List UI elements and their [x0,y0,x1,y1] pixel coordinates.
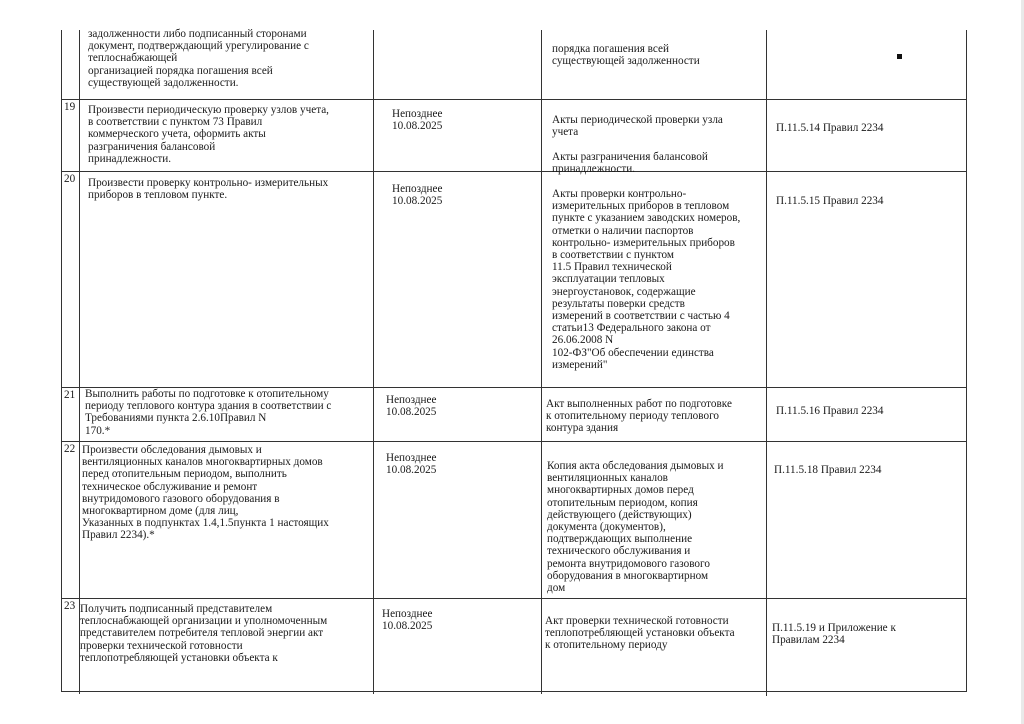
task-cell: Произвести обследования дымовых и вентиляционных каналов многоквартирных домов перед отопительным периодом, выполнить техническое обслуживание и ремонт внутридомового газового оборудования в многоквартирном доме (для лиц, Указанных в подпунктах 1.4,1.5пункта 1 настоящих Правил 2234).* [82,444,329,542]
reference-cell: П.11.5.18 Правил 2234 [774,464,882,476]
row-number: 22 [64,443,76,455]
row-number: 21 [64,389,76,401]
row-divider [61,598,967,599]
reference-cell: П.11.5.19 и Приложение к Правилам 2234 [772,622,896,647]
column-divider [541,30,542,694]
column-divider [373,30,374,694]
table-border-bottom [61,691,967,692]
row-number: 20 [64,173,76,185]
column-divider [79,30,80,694]
deadline-cell: Непозднее 10.08.2025 [382,608,433,633]
task-cell: Выполнить работы по подготовке к отопительному периоду теплового контура здания в соответствии с Требованиями пункта 2.6.10Правил N 170.* [85,388,332,437]
task-cell: Получить подписанный представителем теплоснабжающей организации и уполномоченным представителем потребителя тепловой энергии акт проверки технической готовности теплопотребляющей установки объекта к [80,603,328,664]
reference-cell: П.11.5.14 Правил 2234 [776,122,884,134]
deadline-cell: Непозднее 10.08.2025 [392,108,443,133]
row-divider [61,99,967,100]
docs-cell: Акты проверки контрольно- измерительных приборов в тепловом пункте с указанием заводских номеров, отметки о наличии паспортов контрольно- измерительных приборов в соответствии с пунктом 11.5 Правил технической эксплуатации тепловых энергоустановок, содержащие результаты поверки средств измерений в соответствии с частью 4 статьи13 Федерального закона от 26.06.2008 N 102-ФЗ"Об обеспечении единства измерений" [552,188,741,371]
row-number: 19 [64,101,76,113]
scan-mark [897,54,902,59]
row-number: 23 [64,600,76,612]
column-divider [766,30,767,696]
docs-cell: Акты периодической проверки узла учета Акты разграничения балансовой принадлежности. [552,114,723,175]
docs-cell: Копия акта обследования дымовых и вентиляционных каналов многоквартирных домов перед отопительным периодом, копия действующего (действующих) документа (документов), подтверждающих выполнение технического обслуживания и ремонта внутридомового газового оборудования в многоквартирном дом [547,460,724,595]
deadline-cell: Непозднее 10.08.2025 [386,394,437,419]
table-border-left [61,30,62,692]
table-border-right [966,30,967,692]
task-cell: Произвести периодическую проверку узлов учета, в соответствии с пунктом 73 Правил коммерческого учета, оформить акты разграничения балансовой принадлежности. [88,104,329,165]
docs-cell: Акт проверки технической готовности теплопотребляющей установки объекта к отопительному периоду [545,615,735,652]
docs-cell: порядка погашения всей существующей задолженности [552,43,700,68]
task-cell: Произвести проверку контрольно- измерительных приборов в тепловом пункте. [88,177,329,202]
row-divider [61,171,967,172]
reference-cell: П.11.5.15 Правил 2234 [776,195,884,207]
deadline-cell: Непозднее 10.08.2025 [392,183,443,208]
task-cell: задолженности либо подписанный сторонами документ, подтверждающий урегулирование с теплоснабжающей организацией порядка погашения всей существующей задолженности. [88,28,309,89]
reference-cell: П.11.5.16 Правил 2234 [776,405,884,417]
deadline-cell: Непозднее 10.08.2025 [386,452,437,477]
row-divider [61,441,967,442]
docs-cell: Акт выполненных работ по подготовке к отопительному периоду теплового контура здания [546,398,732,435]
